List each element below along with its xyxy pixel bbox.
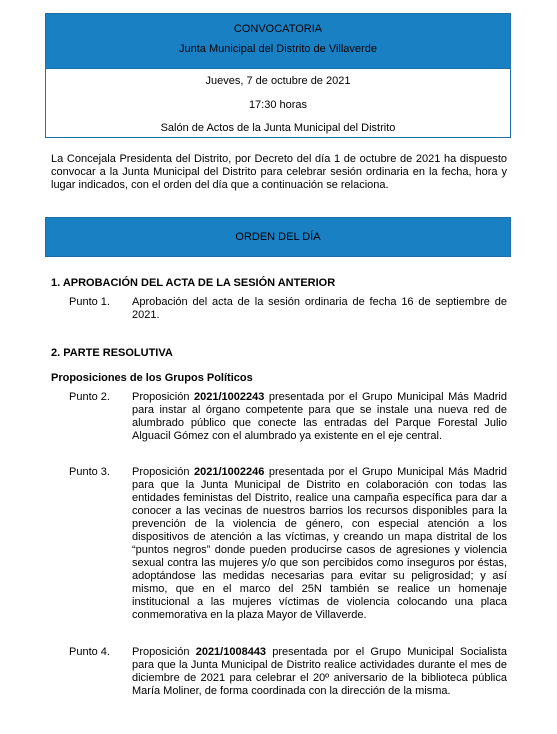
convocatoria-details <box>46 68 510 137</box>
proposicion-number: 2021/1008443 <box>195 646 267 658</box>
session-date: Jueves, 7 de octubre de 2021 <box>205 75 351 87</box>
punto-4-label: Punto 4. <box>69 646 110 658</box>
punto-2-text: Proposición 2021/1002243 presentada por el Grupo Municipal Más Madrid para instar al órgano competente para que se instale una nueva red de alumbrado público que conecte las entradas del Parque Forestal Julio Alguacil Gómez con el alumbrado ya existente en el eje central. <box>132 391 507 442</box>
punto-1-text: Aprobación del acta de la sesión ordinaria de fecha 16 de septiembre de 2021. <box>132 296 507 321</box>
session-time: 17:30 horas <box>248 99 308 111</box>
orden-del-dia-banner: ORDEN DEL DÍA <box>45 217 511 257</box>
section-1-title: 1. APROBACIÓN DEL ACTA DE LA SESIÓN ANTERIOR <box>51 277 336 289</box>
convocatoria-title: CONVOCATORIA <box>233 23 323 35</box>
convocatoria-box <box>45 13 511 138</box>
punto-1-label: Punto 1. <box>69 296 110 308</box>
junta-name: Junta Municipal del Distrito de Villaverde <box>179 43 377 55</box>
convocatoria-header <box>46 14 510 69</box>
proposicion-number: 2021/1002243 <box>194 391 265 403</box>
section-2-subtitle: Proposiciones de los Grupos Políticos <box>51 372 253 384</box>
punto-3-label: Punto 3. <box>69 466 110 478</box>
punto-2-label: Punto 2. <box>69 391 110 403</box>
punto-4-text: Proposición 2021/1008443 presentada por el Grupo Municipal Socialista para que la Junta Municipal de Distrito realice actividades durante el mes de diciembre de 2021 para celebrar el 20º aniversario de la biblioteca pública María Moliner, de forma coordinada con la dirección de la misma. <box>132 646 507 697</box>
session-place: Salón de Actos de la Junta Municipal del Distrito <box>160 122 396 134</box>
proposicion-number: 2021/1002246 <box>194 466 265 478</box>
section-2-title: 2. PARTE RESOLUTIVA <box>51 347 173 359</box>
punto-3-text: Proposición 2021/1002246 presentada por el Grupo Municipal Más Madrid para que la Junta Municipal de Distrito en colaboración con todas las entidades feministas del Distrito, realice una campaña específica para dar a conocer a las vecinas de nuestros barrios los recursos disponibles para la prevención de la violencia de género, con especial atención a los dispositivos de atención a las víctimas, y creando un mapa distrital de los “puntos negros” donde pueden producirse casos de agresiones y violencia sexual contra las mujeres y/o que son percibidos como inseguros por éstas, adoptándose las medidas necesarias para evitar su peligrosidad; y así mismo, que en el marco del 25N también se realice un homenaje institucional a las mujeres víctimas de violencia colocando una placa conmemorativa en la plaza Mayor de Villaverde. <box>132 466 507 621</box>
intro-paragraph: La Concejala Presidenta del Distrito, por Decreto del día 1 de octubre de 2021 ha dispuesto convocar a la Junta Municipal del Distrito para celebrar sesión ordinaria en la fecha, hora y lugar indicados, con el orden del día que a continuación se relaciona. <box>51 153 507 191</box>
